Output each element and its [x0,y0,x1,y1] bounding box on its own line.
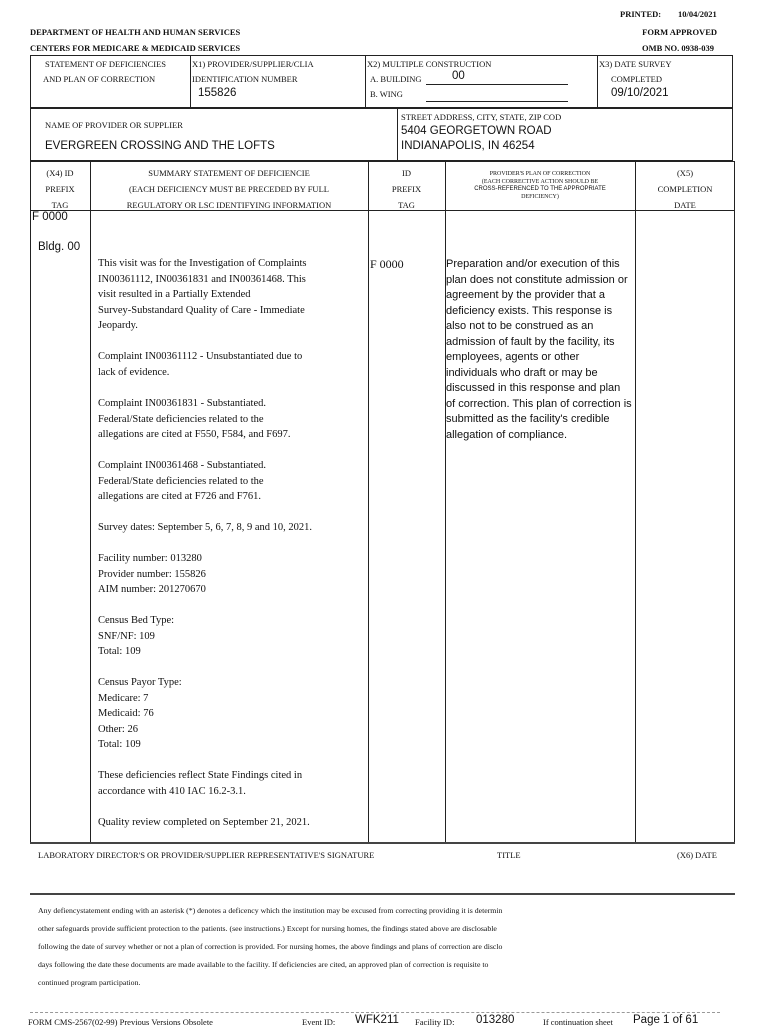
provider-name: EVERGREEN CROSSING AND THE LOFTS [45,140,275,152]
id-h3: TAG [398,200,415,210]
plan-h4: DEFICIENCY) [521,193,559,200]
building-tag: Bldg. 00 [38,241,81,253]
plan-header [445,171,635,201]
page-number: Page 1 of 61 [633,1014,699,1026]
building-value: 00 [452,70,465,82]
sum-h2: (EACH DEFICIENCY MUST BE PRECEDED BY FULL [129,184,329,194]
disclaimer-line: following the date of survey whether or not a plan of correction is provided. For nursing homes, the above findings and plans of correction are disclo [38,942,503,951]
x4-header [30,165,90,213]
id-header [368,165,445,213]
survey-completed-date: 09/10/2021 [611,87,669,99]
sum-h3: REGULATORY OR LSC IDENTIFYING INFORMATION [126,200,332,210]
address-line-1: 5404 GEORGETOWN ROAD [401,125,552,137]
address-line-2: INDIANAPOLIS, IN 46254 [401,140,535,152]
event-id: WFK211 [355,1014,399,1026]
x4-h3: TAG [51,200,69,210]
x3-label: X3) DATE SURVEY [599,59,672,69]
provider-id: 155826 [198,87,237,99]
id-h1: ID [402,168,411,178]
plan-h3: CROSS-REFERENCED TO THE APPROPRIATE [474,186,606,192]
continuation-label: If continuation sheet [543,1017,613,1027]
summary-para-4: Complaint IN00361468 - Substantiated. Federal/State deficiencies related to the allegations are cited at F726 and F761. [98,460,266,502]
printed-label: PRINTED: [620,9,662,19]
x1-label-2: IDENTIFICATION NUMBER [192,74,298,84]
disclaimer-line: Any defiencystatement ending with an asterisk (*) denotes a deficency which the institution may be excused from correcting providing it is determin [38,906,503,915]
centers-name: CENTERS FOR MEDICARE & MEDICAID SERVICES [30,43,241,53]
summary-para-1: This visit was for the Investigation of Complaints IN00361112, IN00361831 and IN00361468. This visit resulted in a Partially Extended Survey-Substandard Quality of Care - Immediate Jeopardy. [98,258,307,331]
form-approved: FORM APPROVED [642,27,717,37]
id-h2: PREFIX [391,184,422,194]
omb-number: OMB NO. 0938-039 [641,43,714,53]
department-name: DEPARTMENT OF HEALTH AND HUMAN SERVICES [30,27,241,37]
summary-para-7: Census Bed Type: SNF/NF: 109 Total: 109 [98,615,175,657]
x3-label-2: COMPLETED [611,74,662,84]
x5-header [635,165,735,213]
tag-left: F 0000 [32,211,68,223]
event-id-label: Event ID: [302,1017,336,1027]
summary-para-8: Census Payor Type: Medicare: 7 Medicaid: 76 Other: 26 Total: 109 [98,677,182,750]
facility-id-label: Facility ID: [415,1017,455,1027]
wing-label: B. WING [370,89,403,99]
tag-right: F 0000 [370,257,404,271]
signature-label: LABORATORY DIRECTOR'S OR PROVIDER/SUPPLIER REPRESENTATIVE'S SIGNATURE [38,850,375,860]
summary-para-10: Quality review completed on September 21, 2021. [98,817,310,828]
summary-header [90,165,368,213]
form-number: FORM CMS-2567(02-99) Previous Versions Obsolete [28,1017,213,1027]
title-label: TITLE [497,850,521,860]
printed-date: 10/04/2021 [678,9,717,19]
disclaimer-line: days following the date these documents are made available to the facility. If deficiencies are cited, an approved plan of correction is requisite to [38,960,489,969]
x5-h1: (X5) [676,168,694,178]
summary-para-9: These deficiencies reflect State Findings cited in accordance with 410 IAC 16.2-3.1. [98,770,303,797]
disclaimer-line: other safeguards provide sufficient protection to the patients. (see instructions.) Except for nursing homes, the findings stated above are disclosable [38,924,497,933]
plan-h1: PROVIDER'S PLAN OF CORRECTION [489,171,591,177]
plan-of-correction: Preparation and/or execution of this plan does not constitute admission or agreement by the provider that a deficiency exists. This response is also not to be construed as an admission of fault by the facility, its employees, agents or other individuals who draft or may be discussed in this response and plan of correction. This plan of correction is submitted as the facility's credible allegation of compliance. [446,258,632,441]
building-label: A. BUILDING [370,74,422,84]
facility-id: 013280 [476,1014,515,1026]
x1-label: X1) PROVIDER/SUPPLIER/CLIA [192,59,314,69]
statement-label: STATEMENT OF DEFICIENCIES [45,59,167,69]
date-label: (X6) DATE [677,850,717,860]
summary-para-5: Survey dates: September 5, 6, 7, 8, 9 and 10, 2021. [98,522,313,533]
summary-para-6: Facility number: 013280 Provider number: 155826 AIM number: 201270670 [98,553,206,595]
x5-h2: COMPLETION [657,184,713,194]
provider-name-label: NAME OF PROVIDER OR SUPPLIER [45,120,183,130]
disclaimer-line: continued program participation. [38,978,141,987]
summary-para-3: Complaint IN00361831 - Substantiated. Federal/State deficiencies related to the allegations are cited at F550, F584, and F697. [98,398,291,440]
x4-h1: (X4) ID [46,168,74,178]
provider-box [30,108,733,161]
x4-h2: PREFIX [45,184,75,194]
x2-label: X2) MULTIPLE CONSTRUCTION [367,59,492,69]
summary-para-2: Complaint IN00361112 - Unsubstantiated due to lack of evidence. [98,351,303,378]
x5-h3: DATE [674,200,696,210]
plan-h2: (EACH CORRECTIVE ACTION SHOULD BE [481,178,599,185]
address-label: STREET ADDRESS, CITY, STATE, ZIP COD [401,112,562,122]
statement-label-2: AND PLAN OF CORRECTION [43,74,156,84]
sum-h1: SUMMARY STATEMENT OF DEFICIENCIE [148,168,310,178]
